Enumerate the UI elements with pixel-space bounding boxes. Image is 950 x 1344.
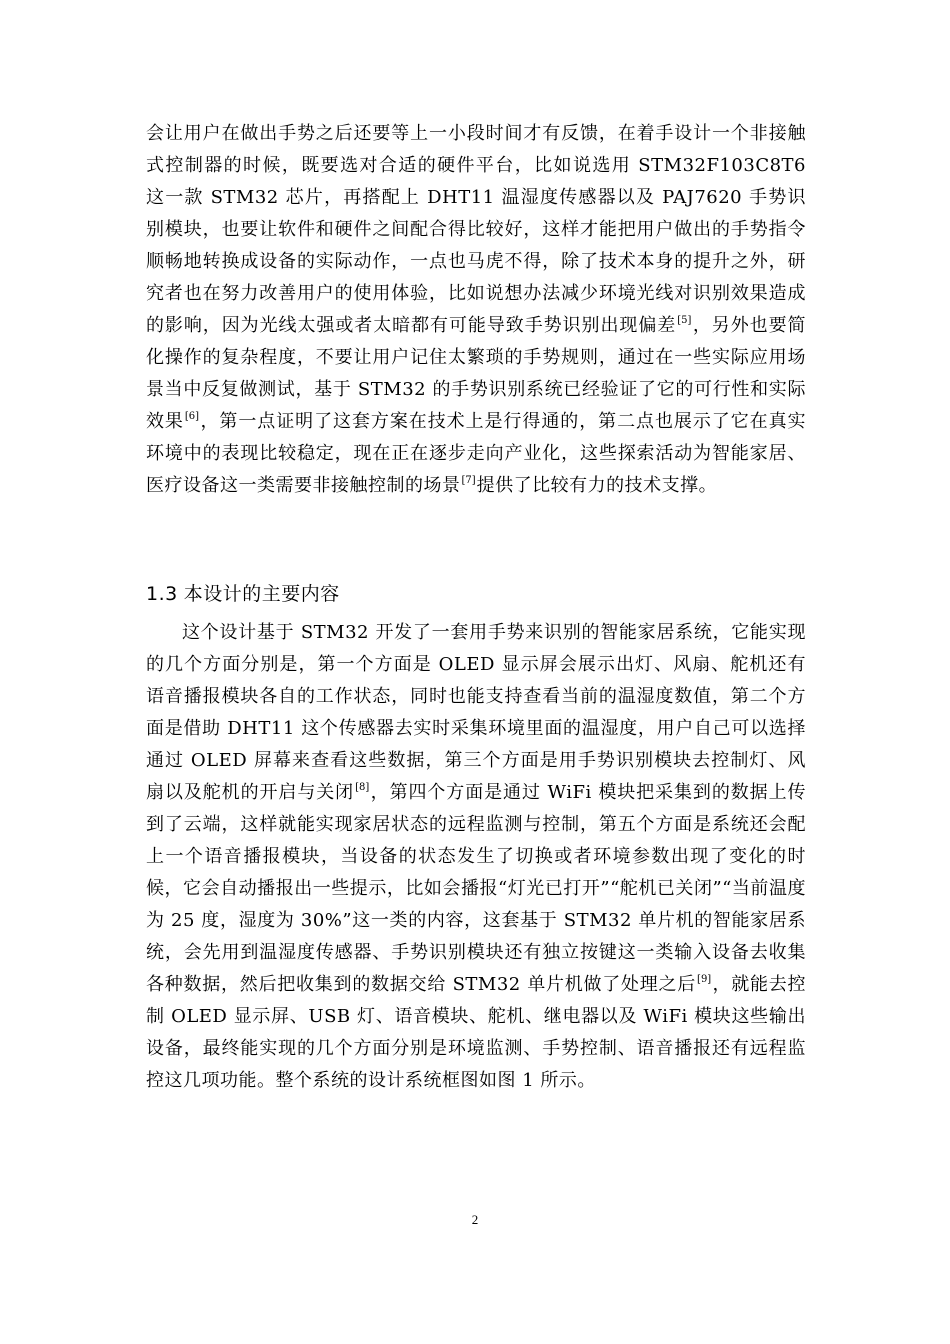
section-title: 本设计的主要内容 xyxy=(183,583,340,605)
paragraph-2-text-c: ，就能去控制 OLED 显示屏、USB 灯、语音模块、舵机、继电器以及 WiFi 模块这些输出设备，最终能实现的几个方面分别是环境监测、手势控制、语音播报还有远程监控这几项功能。整个系统的设计系统框图如图 1 所示。 xyxy=(146,974,806,1091)
page-number: 2 xyxy=(471,1212,479,1227)
citation-7[interactable]: [7] xyxy=(461,475,476,486)
body-paragraph-1 xyxy=(146,118,806,502)
paragraph-1-text-d: 提供了比较有力的技术支撑。 xyxy=(476,475,718,496)
section-number: 1.3 xyxy=(146,583,178,605)
body-paragraph-2 xyxy=(146,617,806,1097)
paragraph-1-text-b: ，另外也要简化操作的复杂程度，不要让用户记住太繁琐的手势规则，通过在一些实际应用场景当中反复做测试，基于 STM32 的手势识别系统已经验证了它的可行性和实际效果 xyxy=(146,315,807,432)
paragraph-1-text-c: ，第一点证明了这套方案在技术上是行得通的，第二点也展示了它在真实环境中的表现比较稳定，现在正在逐步走向产业化，这些探索活动为智能家居、医疗设备这一类需要非接触控制的场景 xyxy=(146,411,806,496)
paragraph-2-text-b: ，第四个方面是通过 WiFi 模块把采集到的数据上传到了云端，这样就能实现家居状态的远程监测与控制，第五个方面是系统还会配上一个语音播报模块，当设备的状态发生了切换或者环境参数出现了变化的时候，它会自动播报出一些提示，比如会播报“灯光已打开”“舵机已关闭”“当前温度为 25 度，湿度为 30%”这一类的内容，这套基于 STM32 单片机的智能家居系统，会先用到温湿度传感器、手势识别模块还有独立按键这一类输入设备去收集各种数据，然后把收集到的数据交给 STM32 单片机做了处理之后 xyxy=(146,782,806,995)
citation-9[interactable]: [9] xyxy=(697,974,712,985)
citation-8[interactable]: [8] xyxy=(355,782,370,793)
section-heading xyxy=(146,578,340,610)
paragraph-1-text-a: 会让用户在做出手势之后还要等上一小段时间才有反馈，在着手设计一个非接触式控制器的时候，既要选对合适的硬件平台，比如说选用 STM32F103C8T6 这一款 STM32 芯片，再搭配上 DHT11 温湿度传感器以及 PAJ7620 手势识别模块，也要让软件和硬件之间配合得比较好，这样才能把用户做出的手势指令顺畅地转换成设备的实际动作，一点也马虎不得，除了技术本身的提升之外，研究者也在努力改善用户的使用体验，比如说想办法减少环境光线对识别效果造成的影响，因为光线太强或者太暗都有可能导致手势识别出现偏差 xyxy=(146,123,806,336)
paragraph-2-text-a: 这个设计基于 STM32 开发了一套用手势来识别的智能家居系统，它能实现的几个方面分别是，第一个方面是 OLED 显示屏会展示出灯、风扇、舵机还有语音播报模块各自的工作状态，同时也能支持查看当前的温湿度数值，第二个方面是借助 DHT11 这个传感器去实时采集环境里面的温湿度，用户自己可以选择通过 OLED 屏幕来查看这些数据，第三个方面是用手势识别模块去控制灯、风扇以及舵机的开启与关闭 xyxy=(146,622,806,803)
citation-6[interactable]: [6] xyxy=(184,411,200,422)
citation-5[interactable]: [5] xyxy=(677,315,692,326)
